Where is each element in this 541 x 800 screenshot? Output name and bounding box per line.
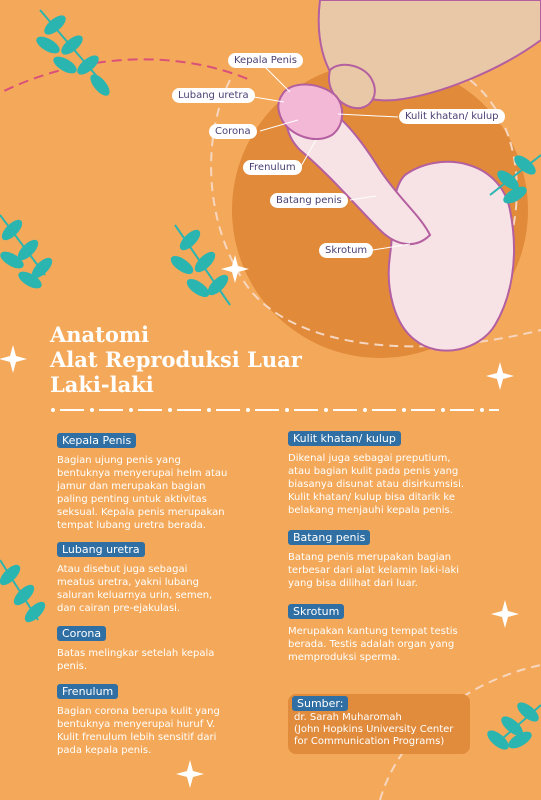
leaf-cluster-left — [0, 215, 54, 290]
section-body — [57, 647, 272, 673]
source-heading: Sumber: — [292, 696, 348, 711]
section-heading: Kepala Penis — [57, 433, 136, 448]
section-kulit-khatan — [288, 427, 503, 517]
section-body — [288, 551, 503, 590]
section-skrotum — [288, 600, 503, 664]
label-kepala-penis: Kepala Penis — [228, 53, 303, 68]
text-line: Bagian ujung penis yang — [57, 455, 181, 466]
page-title — [50, 322, 302, 397]
text-line: Bagian corona berupa kulit yang — [57, 706, 220, 717]
text-line: penis. — [57, 661, 88, 672]
text-line: seksual. Kepala penis merupakan — [57, 507, 225, 518]
section-heading: Frenulum — [57, 684, 118, 699]
section-body — [57, 563, 272, 615]
text-line: Batang penis merupakan bagian — [288, 552, 452, 563]
text-line: Batas melingkar setelah kepala — [57, 648, 215, 659]
label-batang-penis: Batang penis — [270, 193, 348, 208]
title-line-3: Laki-laki — [50, 372, 154, 397]
section-body — [57, 454, 272, 532]
divider — [51, 408, 499, 412]
section-batang-penis — [288, 526, 503, 590]
section-heading: Corona — [57, 626, 106, 641]
text-line: Atau disebut juga sebagai — [57, 564, 188, 575]
section-body — [57, 705, 272, 757]
text-line: atau bagian kulit pada penis yang — [288, 466, 459, 477]
source-line: for Communication Programs) — [294, 736, 445, 747]
section-frenulum — [57, 680, 272, 757]
leaf-cluster-center — [169, 225, 230, 305]
text-line: Dikenal juga sebagai preputium, — [288, 453, 451, 464]
text-line: saluran keluarnya urin, semen, — [57, 590, 213, 601]
label-kulit-khatan: Kulit khatan/ kulup — [399, 109, 505, 124]
text-line: jamur dan merupakan bagian — [57, 481, 206, 492]
leaf-cluster-bottom-right — [486, 700, 541, 751]
text-line: yang bisa dilihat dari luar. — [288, 578, 418, 589]
section-lubang-uretra — [57, 538, 272, 615]
label-skrotum: Skrotum — [319, 243, 373, 258]
label-lubang-uretra: Lubang uretra — [172, 88, 255, 103]
text-line: bentuknya menyerupai huruf V. — [57, 719, 216, 730]
text-line: Merupakan kantung tempat testis — [288, 626, 458, 637]
text-line: pada kepala penis. — [57, 745, 152, 756]
text-line: Kulit frenulum lebih sensitif dari — [57, 732, 217, 743]
section-body — [288, 452, 503, 517]
text-line: belakang menjauhi kepala penis. — [288, 505, 453, 516]
text-line: terbesar dari alat kelamin laki-laki — [288, 565, 460, 576]
text-line: bentuknya menyerupai helm atau — [57, 468, 228, 479]
title-line-2: Alat Reproduksi Luar — [50, 347, 302, 372]
text-line: memproduksi sperma. — [288, 652, 401, 663]
section-heading: Lubang uretra — [57, 542, 145, 557]
source-body — [294, 712, 453, 748]
leaf-cluster-bottom-left — [0, 560, 47, 624]
text-line: dan cairan pre-ejakulasi. — [57, 603, 181, 614]
source-line: dr. Sarah Muharomah — [294, 712, 402, 723]
section-kepala-penis — [57, 429, 272, 532]
section-corona — [57, 622, 272, 673]
section-heading: Kulit khatan/ kulup — [288, 431, 401, 446]
label-frenulum: Frenulum — [243, 160, 302, 175]
title-line-1: Anatomi — [50, 322, 150, 347]
text-line: paling penting untuk aktivitas — [57, 494, 207, 505]
text-line: tempat lubang uretra berada. — [57, 520, 206, 531]
text-line: meatus uretra, yakni lubang — [57, 577, 199, 588]
leaf-cluster-top-left — [35, 10, 111, 97]
section-body — [288, 625, 503, 664]
label-corona: Corona — [209, 124, 257, 139]
source-box — [288, 694, 470, 754]
text-line: Kulit khatan/ kulup bisa ditarik ke — [288, 492, 455, 503]
source-line: (John Hopkins University Center — [294, 724, 454, 735]
text-line: biasanya disunat atau disirkumsisi. — [288, 479, 465, 490]
text-line: berada. Testis adalah organ yang — [288, 639, 455, 650]
section-heading: Skrotum — [288, 604, 344, 619]
section-heading: Batang penis — [288, 530, 370, 545]
